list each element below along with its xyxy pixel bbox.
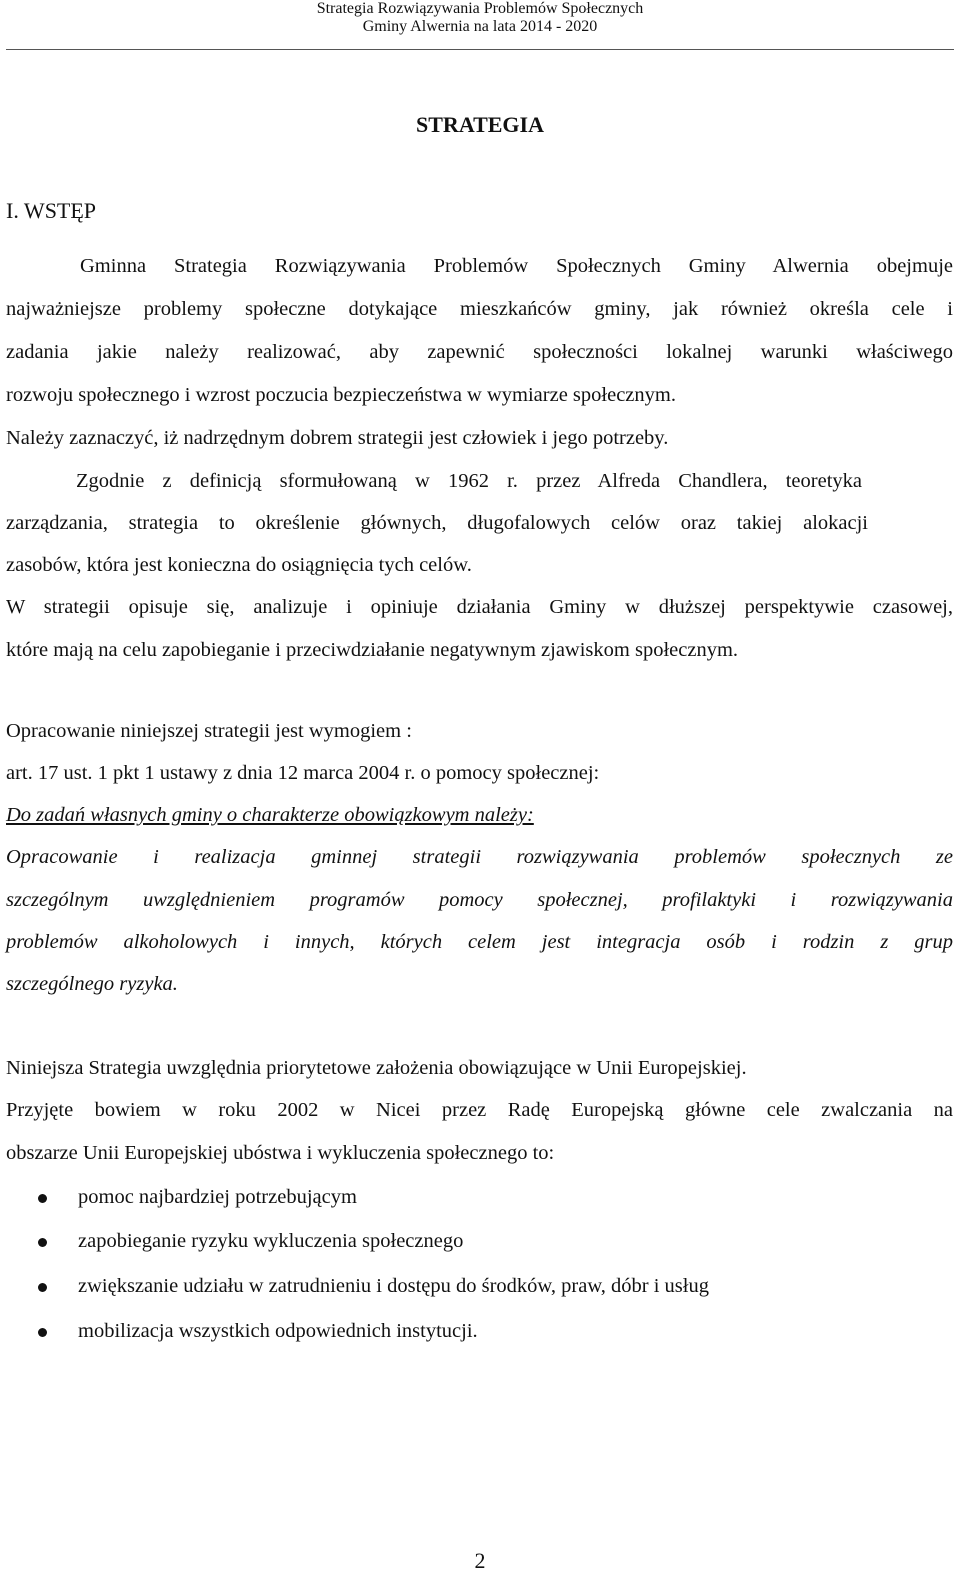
header-divider (6, 49, 954, 50)
intro-line: rozwoju społecznego i wzrost poczucia bezpieczeństwa w wymiarze społecznym. (6, 384, 676, 406)
page-number: 2 (474, 1548, 486, 1573)
bullet-text: pomoc najbardziej potrzebującym (78, 1186, 357, 1208)
intro-line: które mają na celu zapobieganie i przeciwdziałanie negatywnym zjawiskom społecznym. (6, 639, 739, 661)
intro-line: W strategii opisuje się, analizuje i opiniuje działania Gminy w dłuższej perspektywie czasowej, (6, 596, 953, 618)
intro-line: Zgodnie z definicją sformułowaną w 1962 r. przez Alfreda Chandlera, teoretyka (76, 470, 862, 492)
document-title: STRATEGIA (416, 112, 544, 137)
section-heading: I. WSTĘP (6, 198, 97, 223)
eu-line: Niniejsza Strategia uwzględnia priorytetowe założenia obowiązujące w Unii Europejskiej. (6, 1057, 747, 1079)
obligation-line: szczególnym uwzględnieniem programów pomocy społecznej, profilaktyki i rozwiązywania (6, 889, 953, 911)
intro-line: najważniejsze problemy społeczne dotykające mieszkańców gminy, jak również określa cele i (6, 298, 953, 320)
intro-line: zadania jakie należy realizować, aby zapewnić społeczności lokalnej warunki właściwego (6, 341, 953, 363)
law-reference: art. 17 ust. 1 pkt 1 ustawy z dnia 12 marca 2004 r. o pomocy społecznej: (6, 762, 600, 784)
intro-line: Należy zaznaczyć, iż nadrzędnym dobrem strategii jest człowiek i jego potrzeby. (6, 427, 669, 449)
obligation-line: szczególnego ryzyka. (6, 973, 178, 995)
bullet-icon (38, 1328, 47, 1337)
bullet-text: zapobieganie ryzyku wykluczenia społecznego (78, 1230, 464, 1252)
obligation-line: problemów alkoholowych i innych, których celem jest integracja osób i rodzin z grup (6, 931, 953, 953)
eu-line: Przyjęte bowiem w roku 2002 w Nicei przez Radę Europejską główne cele zwalczania na (6, 1099, 953, 1121)
bullet-icon (38, 1283, 47, 1292)
obligation-heading: Do zadań własnych gminy o charakterze obowiązkowym należy: (6, 804, 534, 826)
bullet-icon (38, 1194, 47, 1203)
header-subtitle: Gminy Alwernia na lata 2014 - 2020 (362, 18, 598, 35)
header-title: Strategia Rozwiązywania Problemów Społecznych (316, 0, 644, 17)
requirement-lead: Opracowanie niniejszej strategii jest wymogiem : (6, 720, 412, 742)
intro-line: zarządzania, strategia to określenie głównych, długofalowych celów oraz takiej alokacji (6, 512, 868, 534)
bullet-text: zwiększanie udziału w zatrudnieniu i dostępu do środków, praw, dóbr i usług (78, 1275, 709, 1297)
obligation-line: Opracowanie i realizacja gminnej strategii rozwiązywania problemów społecznych ze (6, 846, 953, 868)
intro-line: Gminna Strategia Rozwiązywania Problemów Społecznych Gminy Alwernia obejmuje (80, 255, 953, 277)
eu-line: obszarze Unii Europejskiej ubóstwa i wykluczenia społecznego to: (6, 1142, 555, 1164)
intro-line: zasobów, która jest konieczna do osiągnięcia tych celów. (6, 554, 472, 576)
bullet-icon (38, 1238, 47, 1247)
bullet-text: mobilizacja wszystkich odpowiednich instytucji. (78, 1320, 478, 1342)
